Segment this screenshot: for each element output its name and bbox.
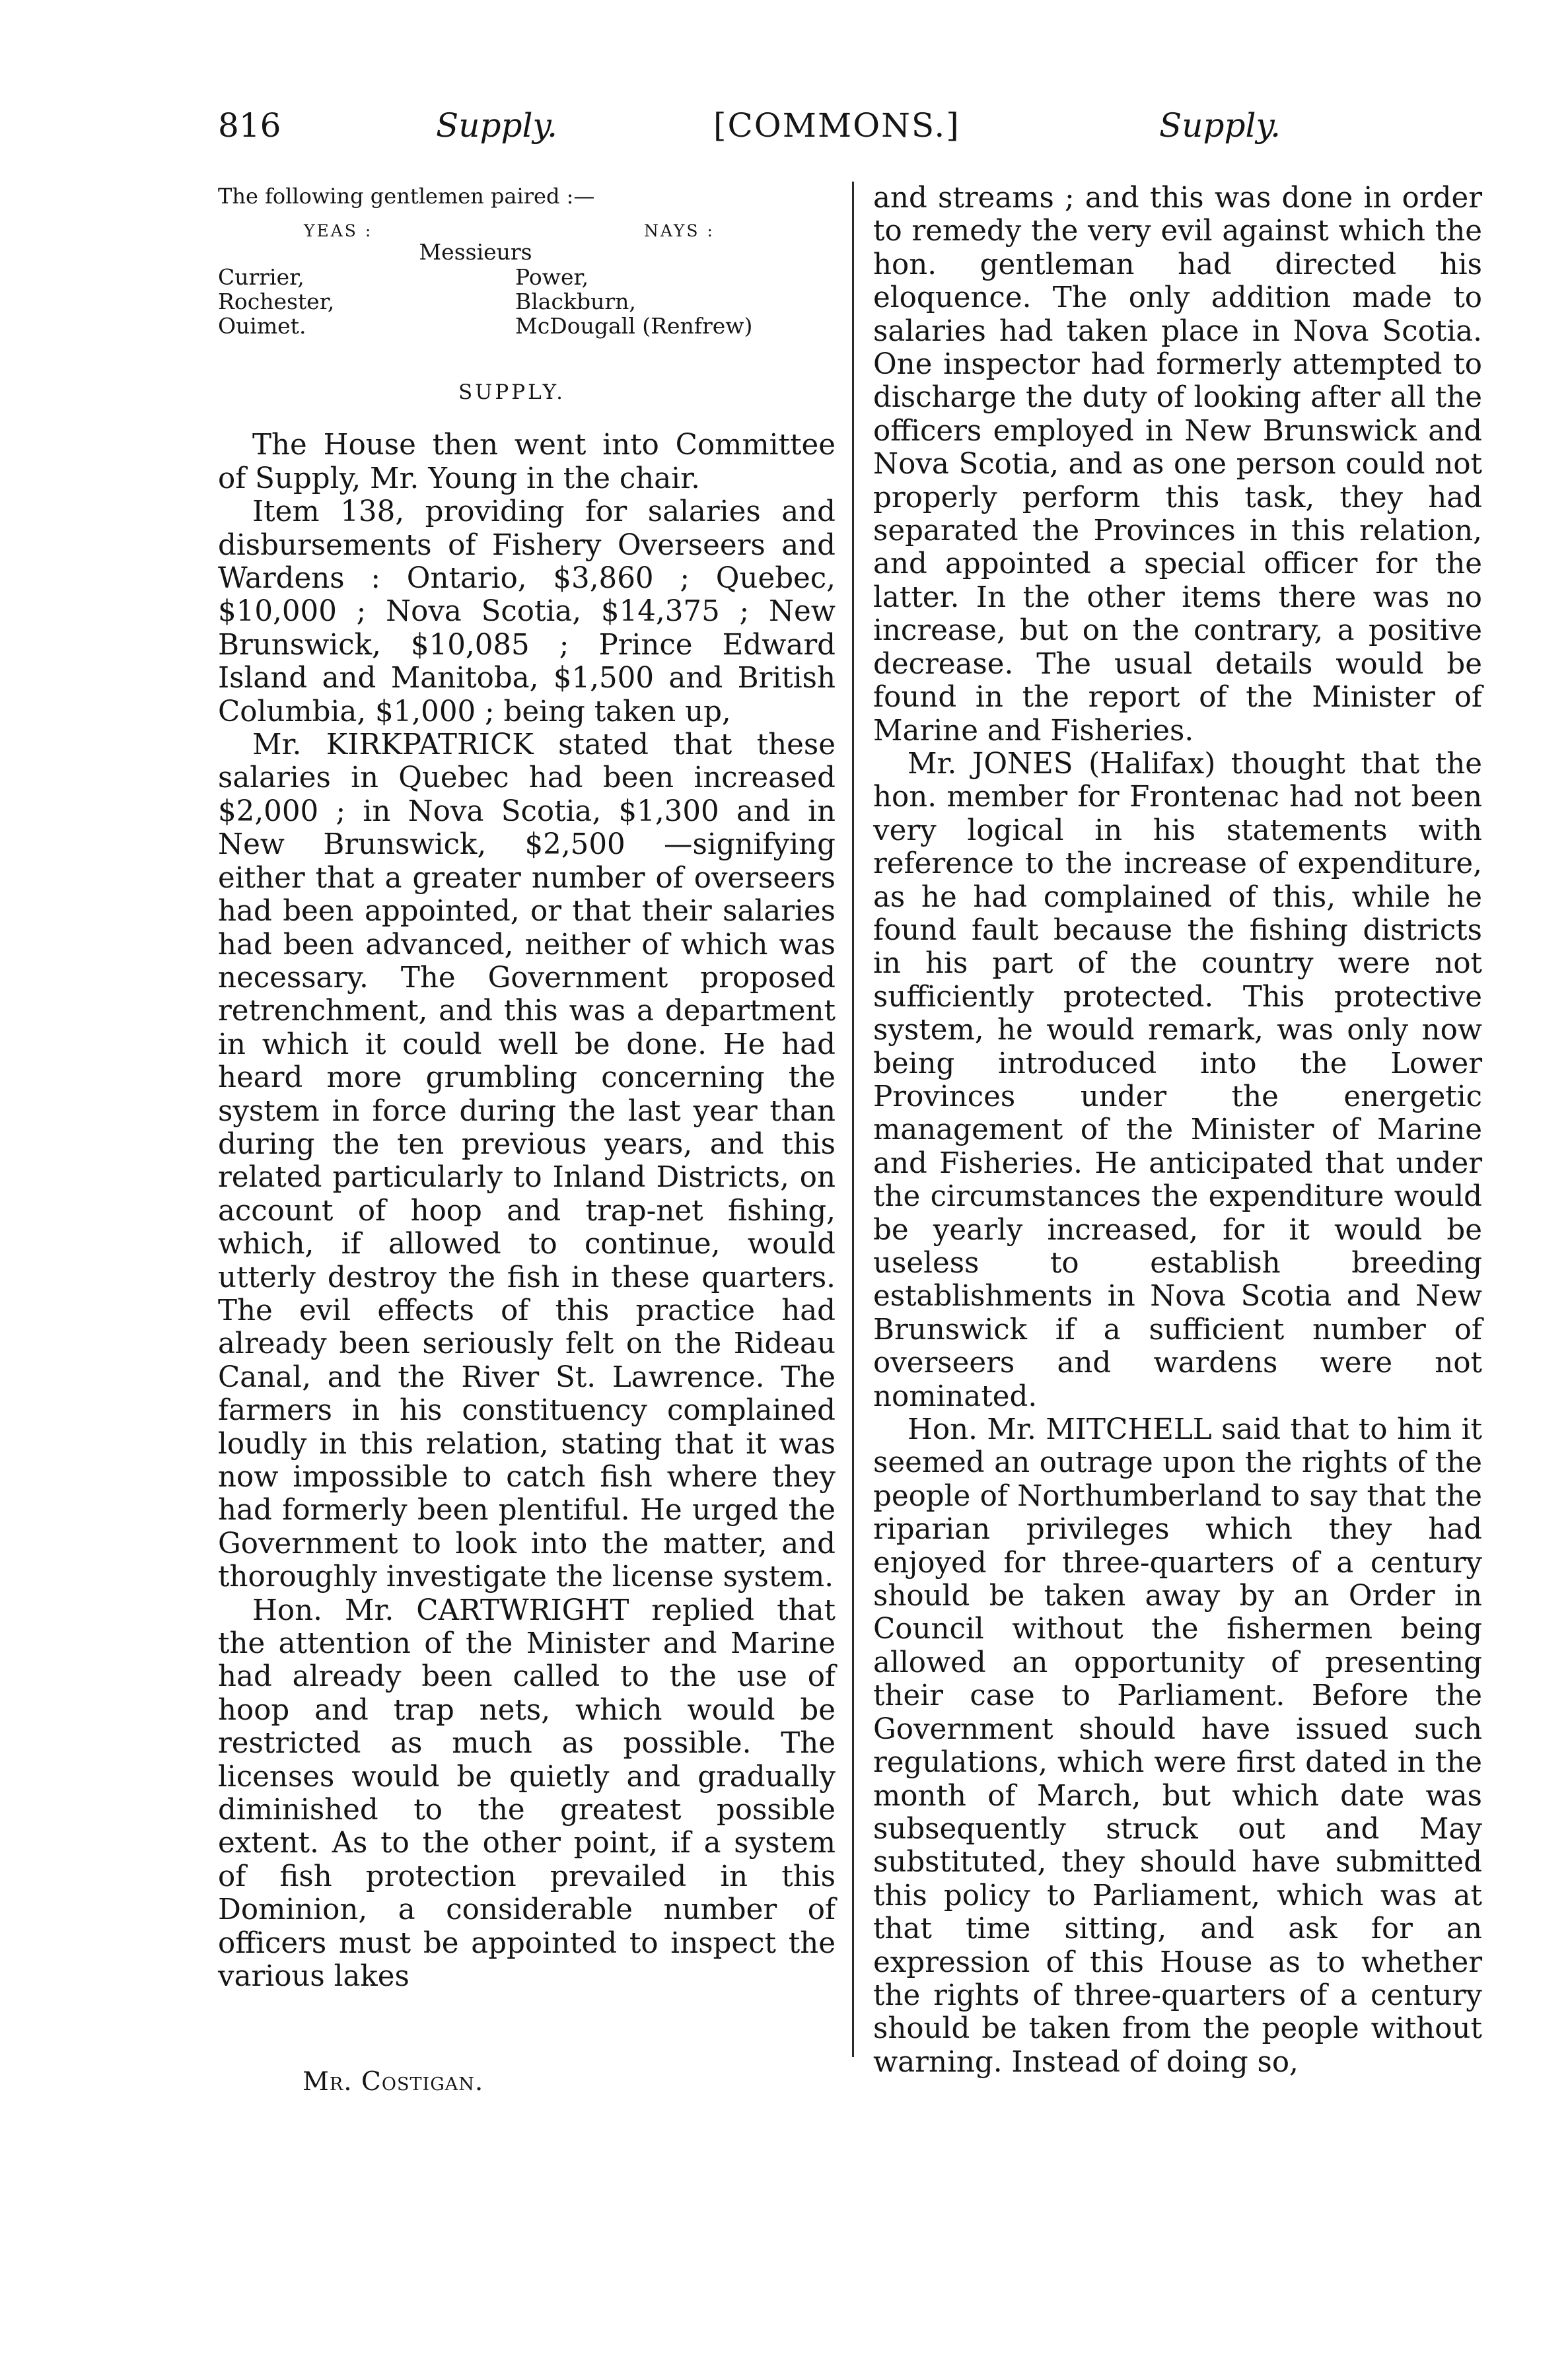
yeas-member: Currier, (218, 264, 304, 290)
paragraph: Mr. KIRKPATRICK stated that these salaries in Quebec had been increased $2,000 ; in Nova Scotia, $1,300 and in New Brunswick, $2,500 —signifying either that a greater number of overseers had been appointed, or that their salaries had been advanced, neither of which was necessary. The Government proposed retrenchment, and this was a department in which it could well be done. He had heard more grumbling concerning the system in force during the last year than during the ten previous years, and this related particularly to Inland Districts, on account of hoop and trap-net fishing, which, if allowed to continue, would utterly destroy the fish in these quarters. The evil effects of this practice had already been seriously felt on the Rideau Canal, and the River St. Lawrence. The farmers in his constituency complained loudly in this relation, stating that it was now impossible to catch fish where they had formerly been plentiful. He urged the Government to look into the matter, and thoroughly investigate the license system. (218, 728, 836, 1594)
nays-list (515, 265, 752, 338)
yeas-member: Rochester, (218, 289, 335, 314)
paragraph: Item 138, providing for salaries and disbursements of Fishery Overseers and Wardens : Ontario, $3,860 ; Quebec, $10,000 ; Nova Scotia, $14,375 ; New Brunswick, $10,085 ; Prince Edward Island and Manitoba, $1,500 and British Columbia, $1,000 ; being taken up, (218, 495, 836, 728)
nays-member: McDougall (Renfrew) (515, 313, 753, 339)
right-column (873, 182, 1482, 2079)
yeas-list (218, 265, 334, 338)
column-divider (852, 182, 854, 2057)
yeas-member: Ouimet. (218, 313, 306, 339)
page-footer: Mr. Costigan. (303, 2067, 484, 2097)
paired-headings (218, 213, 836, 240)
page-number: 816 (218, 106, 281, 145)
yeas-label: YEAS : (304, 221, 373, 240)
paragraph: Mr. JONES (Halifax) thought that the hon. member for Frontenac had not been very logical in his statements with reference to the increase of expenditure, as he had complained of this, while he found fault because the fishing districts in his part of the country were not sufficiently protected. This protective system, he would remark, was only now being introduced into the Lower Provinces under the energetic management of the Minister of Marine and Fisheries. He anticipated that under the circumstances the expenditure would be yearly increased, for it would be useless to establish breeding establishments in Nova Scotia and New Brunswick if a sufficient number of overseers and wardens were not nominated. (873, 747, 1482, 1413)
paragraph: Hon. Mr. CARTWRIGHT replied that the attention of the Minister and Marine had already been called to the use of hoop and trap nets, which would be restricted as much as possible. The licenses would be quietly and gradually diminished to the greatest possible extent. As to the other point, if a system of fish protection prevailed in this Dominion, a considerable number of officers must be appointed to inspect the various lakes (218, 1593, 836, 1994)
running-header (218, 99, 1281, 152)
header-left-title: Supply. (436, 106, 557, 145)
paired-intro: The following gentlemen paired :— (218, 184, 595, 209)
header-right-title: Supply. (1159, 106, 1281, 145)
paragraph: and streams ; and this was done in order to remedy the very evil against which the hon. gentleman had directed his eloquence. The only addition made to salaries had taken place in Nova Scotia. One inspector had formerly attempted to discharge the duty of looking after all the officers employed in New Brunswick and Nova Scotia, and as one person could not properly perform this task, they had separated the Provinces in this relation, and appointed a special officer for the latter. In the other items there was no increase, but on the contrary, a positive decrease. The usual details would be found in the report of the Minister of Marine and Fisheries. (873, 182, 1482, 748)
left-column (218, 182, 836, 1994)
header-center-title: [COMMONS.] (713, 106, 960, 145)
paragraph: Hon. Mr. MITCHELL said that to him it seemed an outrage upon the rights of the people of Northumberland to say that the riparian privileges which they had enjoyed for three-quarters of a century should be taken away by an Order in Council without the fishermen being allowed an opportunity of presenting their case to Parliament. Before the Government should have issued such regulations, which were first dated in the month of March, but which date was subsequently struck out and May substituted, they should have submitted this policy to Parliament, which was at that time sitting, and ask for an expression of this House as to whether the rights of three-quarters of a century should be taken from the people without warning. Instead of doing so, (873, 1413, 1482, 2079)
section-heading: SUPPLY. (458, 380, 565, 404)
nays-label: NAYS : (644, 221, 715, 240)
paired-members (218, 265, 836, 344)
messieurs-label: Messieurs (419, 239, 532, 265)
paragraph: The House then went into Committee of Supply, Mr. Young in the chair. (218, 429, 836, 495)
nays-member: Power, (515, 264, 589, 290)
nays-member: Blackburn, (515, 289, 636, 314)
